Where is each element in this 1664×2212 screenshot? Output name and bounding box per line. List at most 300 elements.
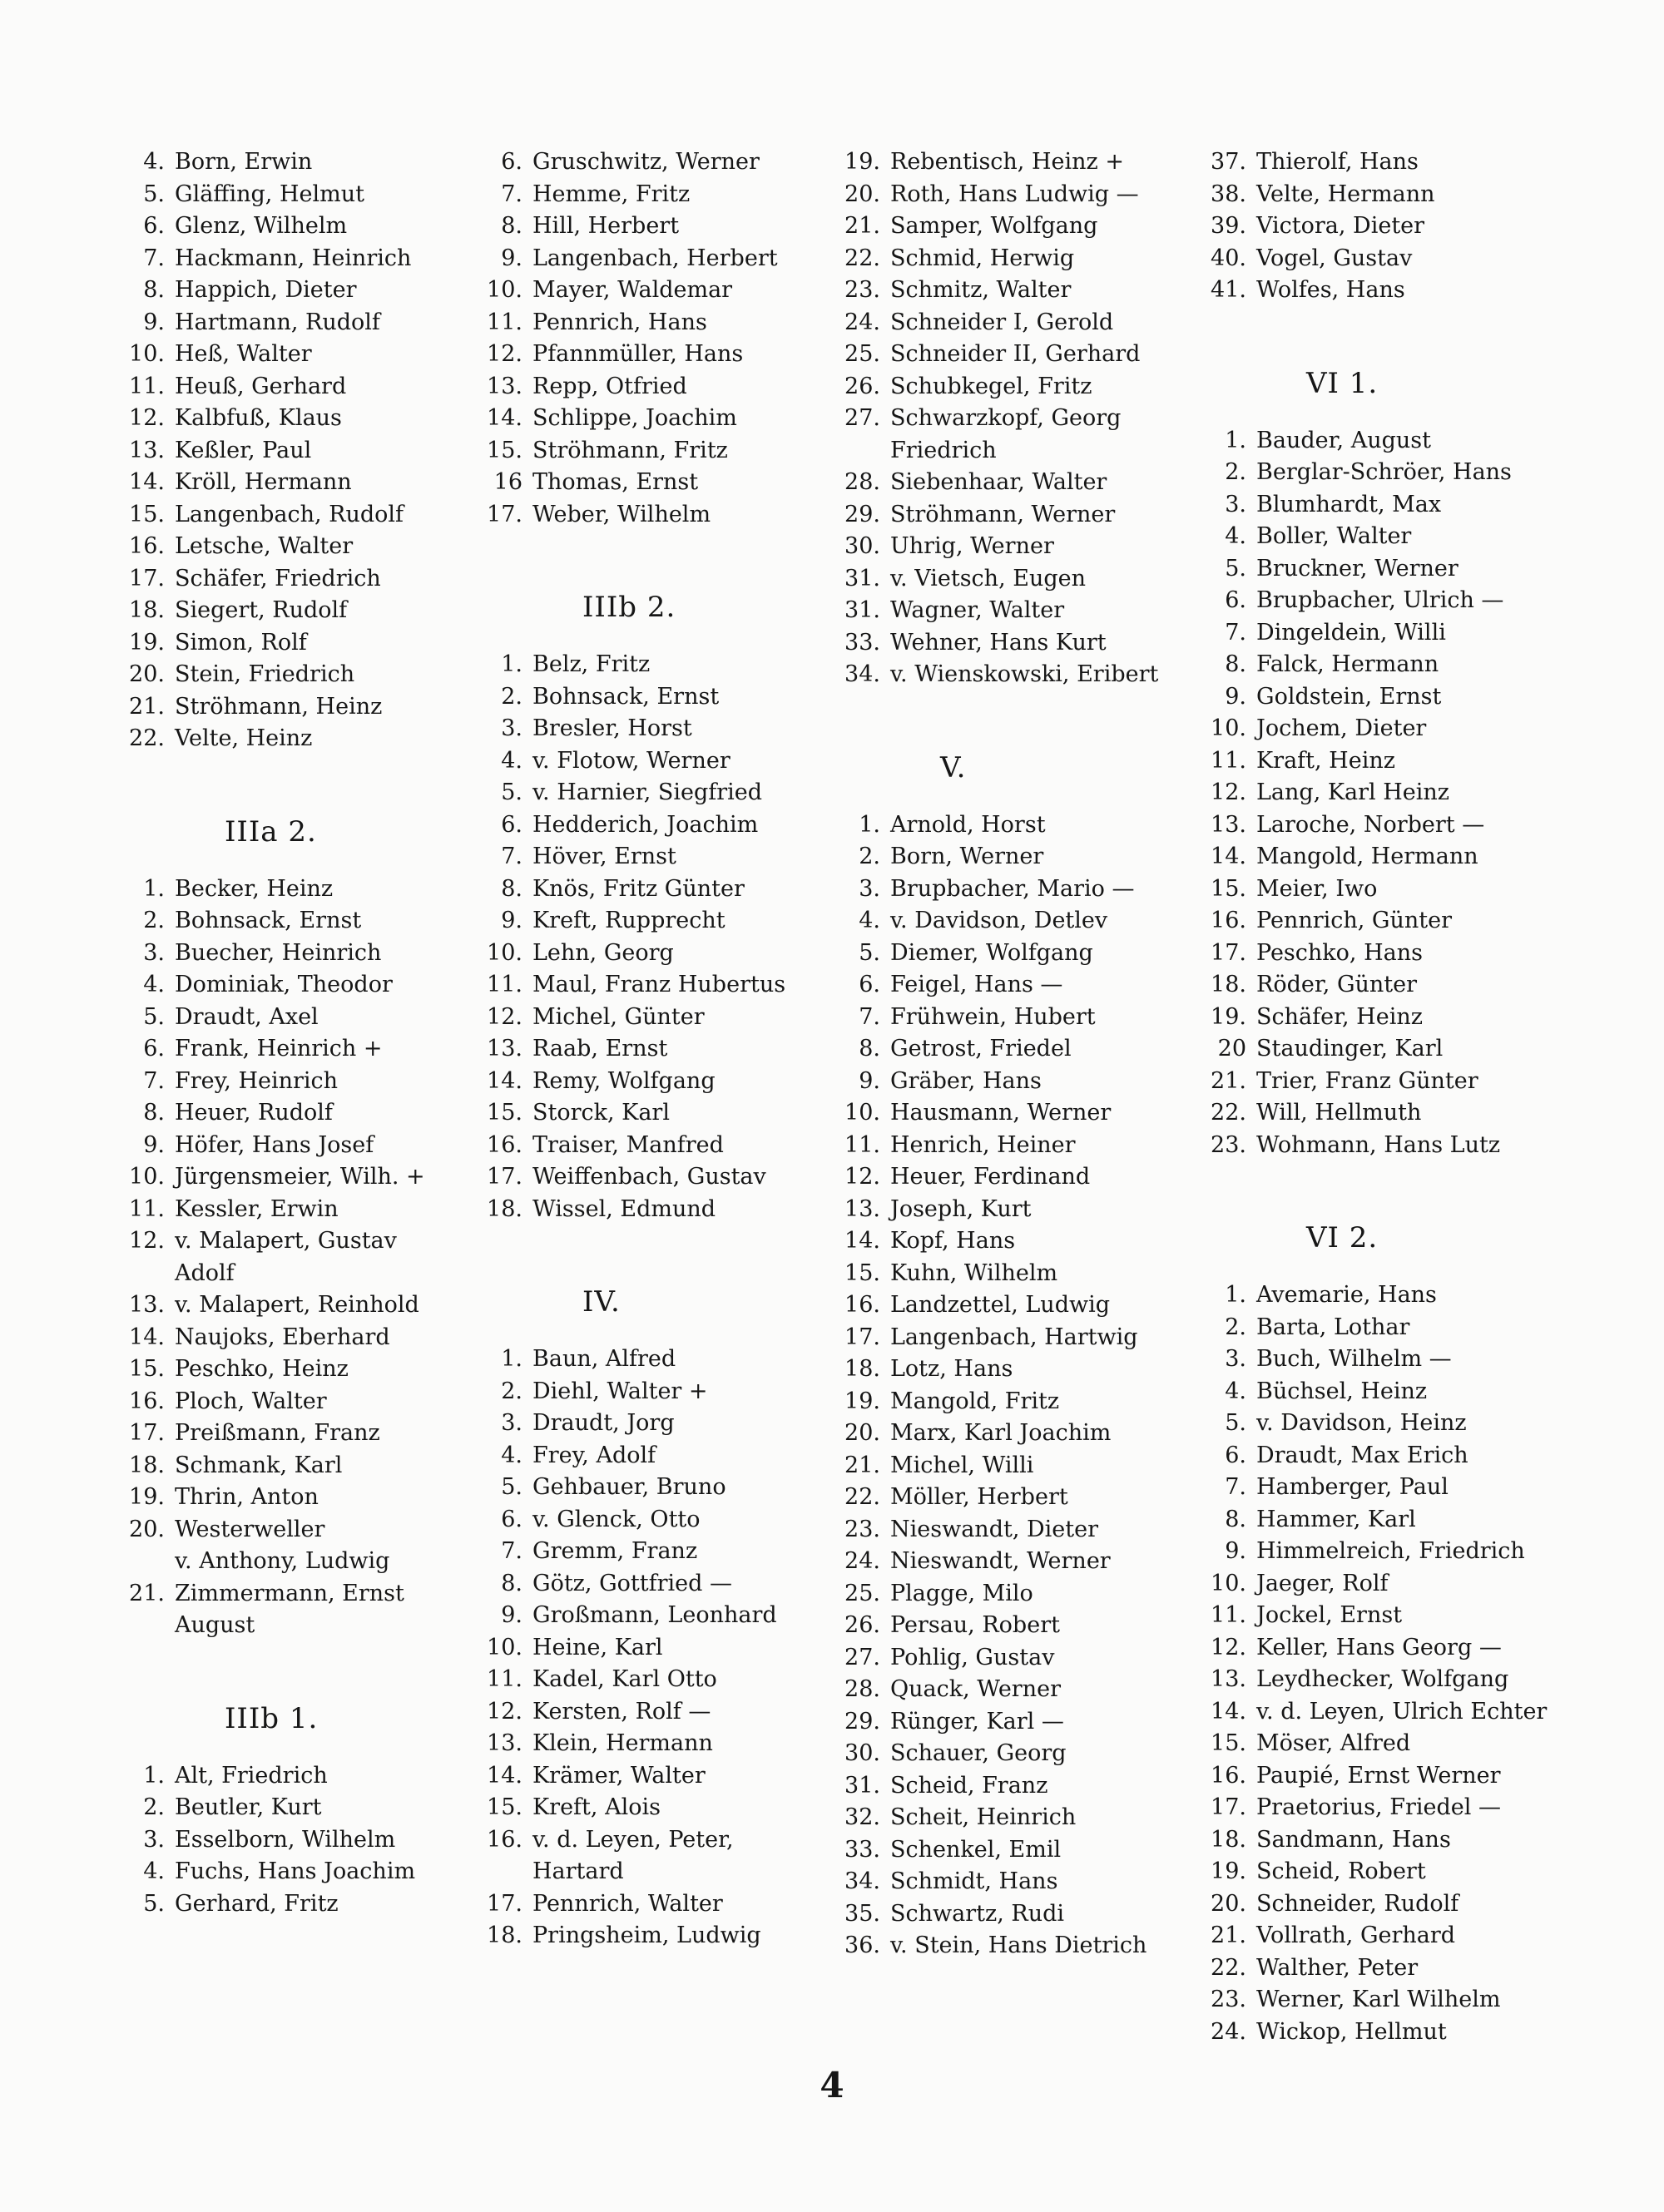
- list-item: [458, 1066, 807, 1098]
- student-name: Schäfer, Heinz: [1256, 1003, 1423, 1030]
- entry-number: 16.: [1211, 908, 1246, 933]
- list-item: [458, 777, 807, 809]
- list-item: [458, 681, 807, 714]
- student-name: Mangold, Hermann: [1256, 844, 1478, 869]
- student-name: Meier, Iwo: [1256, 875, 1378, 902]
- entry-number: 15.: [129, 1356, 165, 1382]
- entry-number: 8.: [1225, 651, 1246, 677]
- list-item: [100, 595, 449, 627]
- list-item: [458, 1130, 807, 1162]
- list-item: [458, 745, 807, 778]
- list-item: [815, 1706, 1165, 1739]
- student-name: Thrin, Anton: [175, 1484, 319, 1510]
- list-item: [815, 1514, 1165, 1546]
- list-item: [100, 563, 449, 596]
- entry-number: 15.: [844, 1259, 880, 1286]
- column-4: [1181, 146, 1548, 2048]
- entry-number: 1.: [143, 875, 165, 902]
- student-name: Maul, Franz Hubertus: [532, 972, 786, 997]
- student-name: Joseph, Kurt: [890, 1195, 1032, 1222]
- student-name: Landzettel, Ludwig: [890, 1292, 1111, 1318]
- student-name: Wohmann, Hans Lutz: [1256, 1131, 1501, 1158]
- page-number: 4: [820, 2065, 844, 2106]
- entry-number: 19.: [844, 149, 880, 175]
- list-item: [1181, 1344, 1548, 1376]
- student-name: Barta, Lothar: [1256, 1314, 1410, 1340]
- list-item: [1181, 1536, 1548, 1568]
- student-name: Westerweller: [175, 1516, 325, 1542]
- list-item: [1181, 1568, 1548, 1601]
- entry-number: 30.: [844, 1740, 880, 1766]
- list-item: [1181, 1279, 1548, 1312]
- entry-number: 13.: [129, 1292, 165, 1318]
- student-name: Dingeldein, Willi: [1256, 619, 1446, 646]
- entry-number: 36.: [844, 1932, 880, 1958]
- student-name: Bohnsack, Ernst: [175, 908, 362, 933]
- entry-number: 15.: [487, 437, 522, 463]
- list-item: [815, 1930, 1165, 1962]
- list-item: [815, 243, 1165, 275]
- entry-number: 18.: [129, 597, 165, 623]
- entry-number: 20: [1217, 1036, 1246, 1061]
- entry-number: 11.: [487, 309, 522, 335]
- list-item: [100, 275, 449, 307]
- student-name: Trier, Franz Günter: [1256, 1067, 1478, 1094]
- list-item: [1181, 1728, 1548, 1760]
- entry-number: 20.: [844, 181, 880, 207]
- entry-number: 12.: [1211, 779, 1246, 805]
- list-item: [1181, 179, 1548, 211]
- entry-number: 1.: [1225, 427, 1246, 453]
- entry-number: 3.: [1225, 491, 1246, 517]
- student-name: Samper, Wolfgang: [890, 213, 1098, 239]
- entry-number: 20.: [129, 1516, 165, 1542]
- entry-number: 19.: [129, 1484, 165, 1510]
- list-item: [815, 1353, 1165, 1386]
- student-name: Arnold, Horst: [890, 811, 1046, 838]
- student-name: Glenz, Wilhelm: [175, 213, 348, 239]
- list-item: [815, 1322, 1165, 1354]
- entry-number: 4.: [501, 747, 522, 774]
- student-name: Scheit, Heinrich: [890, 1804, 1077, 1830]
- list-item: [815, 1770, 1165, 1803]
- entry-number: 16.: [1211, 1762, 1246, 1789]
- list-item: [100, 1610, 449, 1642]
- entry-number: 41.: [1211, 277, 1246, 303]
- student-name: Schmank, Karl: [175, 1452, 343, 1478]
- list-item: [1181, 777, 1548, 809]
- student-name: Heuß, Gerhard: [175, 373, 347, 399]
- list-item: [100, 1514, 449, 1546]
- student-name: v. Malapert, Gustav: [175, 1228, 397, 1254]
- list-item: [458, 210, 807, 243]
- student-name: v. Vietsch, Eugen: [890, 565, 1086, 591]
- list-item: [100, 1066, 449, 1098]
- list-item: [815, 873, 1165, 906]
- student-name: Schmidt, Hans: [890, 1868, 1058, 1894]
- entry-number: 14.: [129, 469, 165, 495]
- student-name: Langenbach, Herbert: [532, 245, 778, 271]
- entry-number: 27.: [844, 405, 880, 431]
- student-name: Schwarzkopf, Georg: [890, 405, 1122, 431]
- list-item: [1181, 521, 1548, 553]
- student-name: Staudinger, Karl: [1256, 1036, 1444, 1061]
- list-item: [458, 1002, 807, 1034]
- student-name: Schneider I, Gerold: [890, 309, 1114, 335]
- list-item: [458, 275, 807, 307]
- section-heading: V.: [940, 750, 967, 784]
- student-name: Siebenhaar, Walter: [890, 469, 1107, 495]
- student-name: Peschko, Heinz: [175, 1356, 349, 1382]
- student-name: Peschko, Hans: [1256, 939, 1423, 966]
- student-name: Adolf: [175, 1259, 235, 1286]
- student-name: v. Malapert, Reinhold: [175, 1292, 419, 1318]
- entry-number: 7.: [143, 245, 165, 271]
- student-name: Remy, Wolfgang: [532, 1067, 716, 1094]
- entry-number: 31.: [844, 597, 880, 623]
- entry-number: 33.: [844, 1836, 880, 1863]
- student-name: Höver, Ernst: [532, 844, 676, 869]
- student-name: Gruschwitz, Werner: [532, 149, 760, 175]
- student-name: Rebentisch, Heinz +: [890, 149, 1124, 175]
- list-item: [1181, 553, 1548, 586]
- student-name: Letsche, Walter: [175, 533, 354, 559]
- entry-number: 14.: [129, 1324, 165, 1350]
- entry-number: 23.: [844, 1516, 880, 1542]
- student-name: Langenbach, Rudolf: [175, 501, 404, 527]
- list-item: [458, 649, 807, 681]
- list-item: [815, 275, 1165, 307]
- entry-number: 8.: [501, 1570, 522, 1596]
- student-name: Quack, Werner: [890, 1676, 1061, 1702]
- entry-number: 17.: [487, 1164, 522, 1190]
- list-item: [815, 499, 1165, 532]
- entry-number: 32.: [844, 1804, 880, 1830]
- student-name: v. Harnier, Siegfried: [532, 779, 763, 805]
- list-item: [458, 1664, 807, 1696]
- entry-number: 29.: [844, 1708, 880, 1734]
- entry-number: 10.: [487, 277, 522, 303]
- entry-number: 10.: [1211, 715, 1246, 741]
- student-name: Preißmann, Franz: [175, 1420, 380, 1446]
- student-name: Alt, Friedrich: [175, 1762, 328, 1789]
- entry-number: 10.: [487, 1634, 522, 1660]
- entry-number: 6.: [501, 149, 522, 175]
- student-name: Bohnsack, Ernst: [532, 683, 720, 710]
- student-name: Buch, Wilhelm —: [1256, 1346, 1452, 1372]
- list-item: [100, 435, 449, 468]
- list-item: [458, 146, 807, 179]
- student-name: Kreft, Alois: [532, 1794, 661, 1820]
- list-item: [815, 1066, 1165, 1098]
- list-item: [100, 1546, 449, 1578]
- list-item: [100, 1353, 449, 1386]
- list-item: [458, 499, 807, 532]
- list-item: [458, 1920, 807, 1952]
- list-item: [815, 307, 1165, 339]
- entry-number: 10.: [129, 1164, 165, 1190]
- list-item: [1181, 1952, 1548, 1985]
- list-item: [1181, 1856, 1548, 1888]
- entry-number: 2.: [1225, 459, 1246, 485]
- entry-number: 22.: [1211, 1954, 1246, 1981]
- student-name: Hartard: [532, 1858, 624, 1884]
- list-item: [458, 467, 807, 499]
- entry-number: 3.: [501, 1410, 522, 1436]
- student-name: Kalbfuß, Klaus: [175, 405, 342, 431]
- entry-number: 17.: [129, 1420, 165, 1446]
- entry-number: 11.: [844, 1131, 880, 1158]
- entry-number: 16.: [844, 1292, 880, 1318]
- student-name: Jockel, Ernst: [1256, 1602, 1403, 1628]
- entry-number: 18.: [844, 1356, 880, 1382]
- list-item: [1181, 2017, 1548, 2049]
- list-item: [815, 1802, 1165, 1834]
- student-name: Michel, Willi: [890, 1452, 1034, 1478]
- entry-number: 3.: [143, 1826, 165, 1853]
- list-item: [100, 467, 449, 499]
- list-item: [1181, 1097, 1548, 1130]
- list-item: [815, 627, 1165, 660]
- student-name: Kersten, Rolf —: [532, 1698, 711, 1725]
- list-item: [100, 210, 449, 243]
- list-item: [1181, 617, 1548, 650]
- student-name: Marx, Karl Joachim: [890, 1420, 1112, 1446]
- entry-number: 20.: [1211, 1890, 1246, 1917]
- student-name: Ploch, Walter: [175, 1388, 327, 1414]
- entry-number: 23.: [844, 277, 880, 303]
- list-item: [458, 339, 807, 371]
- entry-number: 13.: [844, 1195, 880, 1222]
- entry-number: 40.: [1211, 245, 1246, 271]
- list-item: [458, 1161, 807, 1194]
- list-item: [1181, 1130, 1548, 1162]
- entry-number: 34.: [844, 1868, 880, 1894]
- student-name: Frey, Heinrich: [175, 1067, 339, 1094]
- entry-number: 9.: [501, 908, 522, 933]
- entry-number: 17.: [1211, 1794, 1246, 1820]
- entry-number: 7.: [859, 1003, 880, 1030]
- list-item: [100, 243, 449, 275]
- entry-number: 15.: [1211, 1730, 1246, 1756]
- student-name: Draudt, Max Erich: [1256, 1442, 1468, 1468]
- list-item: [100, 403, 449, 435]
- entry-number: 19.: [1211, 1858, 1246, 1884]
- student-name: Wickop, Hellmut: [1256, 2018, 1447, 2045]
- entry-number: 28.: [844, 1676, 880, 1702]
- student-name: Traiser, Manfred: [532, 1131, 724, 1158]
- list-item: [1181, 210, 1548, 243]
- student-name: Heß, Walter: [175, 341, 312, 367]
- list-item: [1181, 1664, 1548, 1696]
- list-item: [815, 1130, 1165, 1162]
- entry-number: 11.: [1211, 1602, 1246, 1628]
- student-name: Raab, Ernst: [532, 1036, 668, 1061]
- entry-number: 1.: [501, 651, 522, 677]
- student-name: Schauer, Georg: [890, 1740, 1067, 1766]
- entry-number: 27.: [844, 1644, 880, 1670]
- student-name: Wehner, Hans Kurt: [890, 629, 1107, 656]
- student-name: Frey, Adolf: [532, 1442, 656, 1468]
- student-name: Mayer, Waldemar: [532, 277, 733, 303]
- student-name: Siegert, Rudolf: [175, 597, 348, 623]
- list-item: [815, 1258, 1165, 1290]
- student-name: v. Flotow, Werner: [532, 747, 730, 774]
- list-item: [100, 938, 449, 970]
- list-item: [100, 1225, 449, 1258]
- list-item: [815, 1386, 1165, 1418]
- list-item: [458, 905, 807, 938]
- student-name: Scheid, Franz: [890, 1772, 1048, 1799]
- list-item: [815, 841, 1165, 873]
- entry-number: 28.: [844, 469, 880, 495]
- entry-number: 34.: [844, 661, 880, 687]
- list-item: [1181, 938, 1548, 970]
- entry-number: 17.: [129, 565, 165, 591]
- student-name: Werner, Karl Wilhelm: [1256, 1987, 1501, 2012]
- student-name: Velte, Heinz: [175, 725, 313, 751]
- list-item: [100, 531, 449, 563]
- column-2: [458, 146, 807, 1952]
- list-item: [100, 1482, 449, 1514]
- entry-number: 22.: [129, 725, 165, 751]
- student-name: Ströhmann, Werner: [890, 501, 1116, 527]
- student-name: Diemer, Wolfgang: [890, 939, 1093, 966]
- list-item: [458, 1097, 807, 1130]
- student-name: Gremm, Franz: [532, 1538, 698, 1564]
- list-item: [100, 905, 449, 938]
- entry-number: 8.: [501, 213, 522, 239]
- entry-number: 12.: [487, 1003, 522, 1030]
- student-name: Ströhmann, Heinz: [175, 693, 383, 720]
- student-name: v. Davidson, Detlev: [890, 908, 1108, 933]
- entry-number: 14.: [1211, 1698, 1246, 1725]
- student-name: Großmann, Leonhard: [532, 1602, 777, 1628]
- entry-number: 22.: [1211, 1100, 1246, 1126]
- list-item: [1181, 457, 1548, 489]
- entry-number: 10.: [1211, 1570, 1246, 1596]
- entry-number: 16: [493, 469, 522, 495]
- entry-number: 16.: [129, 533, 165, 559]
- list-item: [458, 1536, 807, 1568]
- student-name: Wolfes, Hans: [1256, 277, 1405, 303]
- entry-number: 19.: [1211, 1003, 1246, 1030]
- student-name: Draudt, Jorg: [532, 1410, 675, 1436]
- entry-number: 7.: [501, 1538, 522, 1564]
- student-name: v. Wienskowski, Eribert: [890, 661, 1159, 687]
- entry-number: 11.: [129, 1195, 165, 1222]
- list-item: [100, 1258, 449, 1290]
- list-item: [815, 809, 1165, 842]
- student-name: Berglar-Schröer, Hans: [1256, 459, 1512, 485]
- entry-number: 6.: [143, 1036, 165, 1061]
- student-name: Hedderich, Joachim: [532, 811, 759, 838]
- list-item: [458, 1408, 807, 1440]
- student-name: Hausmann, Werner: [890, 1100, 1112, 1126]
- entry-number: 21.: [129, 693, 165, 720]
- list-item: [100, 1386, 449, 1418]
- student-name: Scheid, Robert: [1256, 1858, 1426, 1884]
- student-name: Vogel, Gustav: [1256, 245, 1413, 271]
- entry-number: 14.: [487, 1762, 522, 1789]
- list-item: [458, 1568, 807, 1601]
- entry-number: 12.: [487, 341, 522, 367]
- student-name: Brupbacher, Mario —: [890, 875, 1135, 902]
- student-name: Pennrich, Walter: [532, 1890, 723, 1917]
- student-name: Keller, Hans Georg —: [1256, 1634, 1502, 1660]
- list-item: [458, 1728, 807, 1760]
- student-name: Beutler, Kurt: [175, 1794, 322, 1820]
- list-item: [100, 1289, 449, 1322]
- entry-number: 33.: [844, 629, 880, 656]
- list-item: [100, 1097, 449, 1130]
- list-item: [1181, 489, 1548, 522]
- student-name: Michel, Günter: [532, 1003, 705, 1030]
- list-item: [100, 1130, 449, 1162]
- list-item: [1181, 146, 1548, 179]
- entry-number: 7.: [143, 1067, 165, 1094]
- entry-number: 6.: [501, 1506, 522, 1532]
- list-item: [100, 1450, 449, 1482]
- student-name: Bresler, Horst: [532, 715, 692, 741]
- student-name: Brupbacher, Ulrich —: [1256, 587, 1504, 613]
- student-name: Kopf, Hans: [890, 1228, 1016, 1254]
- entry-number: 1.: [501, 1346, 522, 1372]
- list-item: [1181, 1066, 1548, 1098]
- student-name: Schlippe, Joachim: [532, 405, 737, 431]
- list-item: [458, 1440, 807, 1472]
- entry-number: 8.: [859, 1036, 880, 1061]
- entry-number: 3.: [143, 939, 165, 966]
- list-item: [458, 243, 807, 275]
- list-item: [1181, 1920, 1548, 1952]
- entry-number: 15.: [487, 1794, 522, 1820]
- student-name: Schmid, Herwig: [890, 245, 1075, 271]
- student-name: Happich, Dieter: [175, 277, 357, 303]
- student-name: v. d. Leyen, Ulrich Echter: [1256, 1698, 1548, 1725]
- entry-number: 2.: [143, 908, 165, 933]
- student-name: Roth, Hans Ludwig —: [890, 181, 1139, 207]
- list-item: [1181, 275, 1548, 307]
- student-name: Jürgensmeier, Wilh. +: [175, 1164, 425, 1190]
- list-item: [815, 1642, 1165, 1675]
- entry-number: 13.: [487, 1036, 522, 1061]
- entry-number: 2.: [859, 844, 880, 869]
- student-name: Pringsheim, Ludwig: [532, 1923, 761, 1948]
- list-item: [458, 307, 807, 339]
- list-item: [815, 969, 1165, 1002]
- list-item: [458, 435, 807, 468]
- list-item: [100, 1760, 449, 1793]
- list-item: [815, 1834, 1165, 1867]
- student-name: Getrost, Friedel: [890, 1036, 1072, 1061]
- student-name: Frank, Heinrich +: [175, 1036, 383, 1061]
- student-name: Stein, Friedrich: [175, 661, 355, 687]
- student-name: Möser, Alfred: [1256, 1730, 1411, 1756]
- list-item: [458, 1472, 807, 1504]
- entry-number: 31.: [844, 565, 880, 591]
- list-item: [815, 563, 1165, 596]
- list-item: [100, 1322, 449, 1354]
- entry-number: 5.: [1225, 1410, 1246, 1436]
- list-item: [100, 371, 449, 403]
- list-item: [815, 1866, 1165, 1898]
- entry-number: 30.: [844, 533, 880, 559]
- list-item: [815, 1002, 1165, 1034]
- entry-number: 9.: [859, 1067, 880, 1094]
- list-item: [458, 1344, 807, 1376]
- list-item: [100, 1856, 449, 1888]
